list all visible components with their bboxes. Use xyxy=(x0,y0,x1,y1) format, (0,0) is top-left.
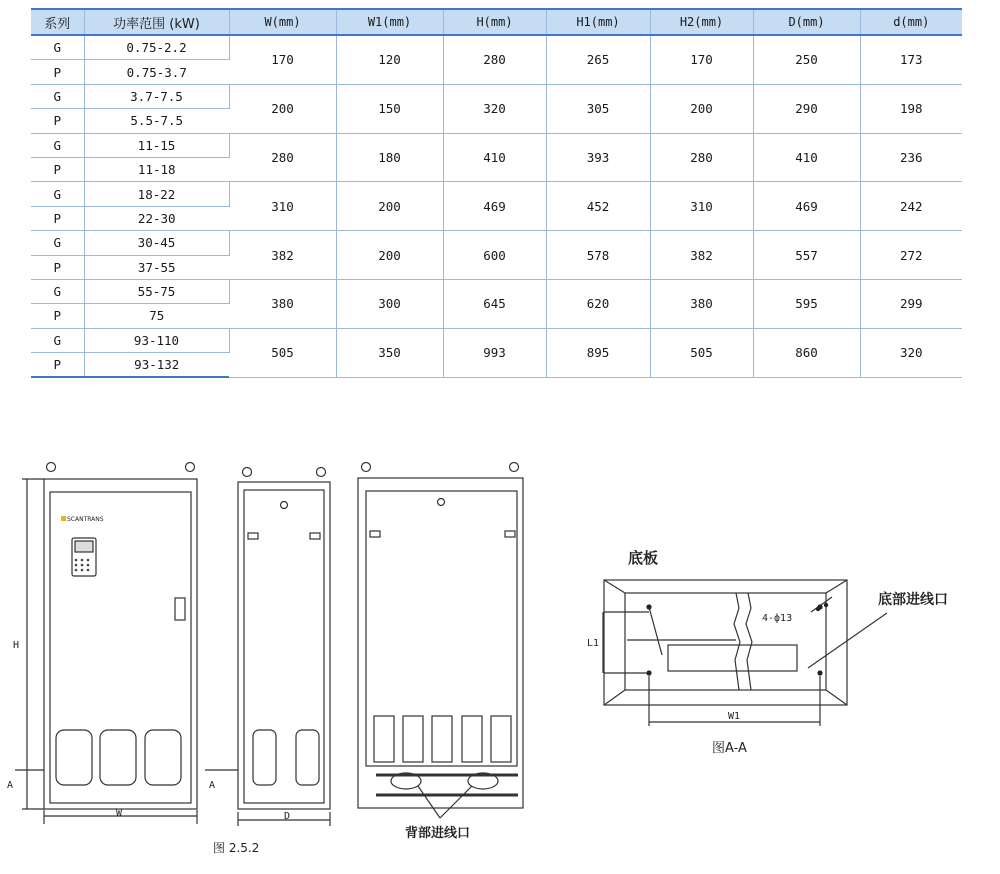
series-cell: P xyxy=(31,60,84,84)
col-header-w: W(mm) xyxy=(229,9,336,35)
dimension-cell: 645 xyxy=(443,279,546,328)
front-view xyxy=(15,463,197,825)
dimension-cell: 170 xyxy=(229,35,336,84)
dimension-cell: 300 xyxy=(336,279,443,328)
dimension-cell: 265 xyxy=(546,35,650,84)
hole-spec-label: 4-ф13 xyxy=(762,613,793,624)
dimension-cell: 200 xyxy=(336,182,443,231)
dimension-cell: 150 xyxy=(336,84,443,133)
col-header-h1: H1(mm) xyxy=(546,9,650,35)
dimension-cell: 280 xyxy=(443,35,546,84)
dimension-cell: 310 xyxy=(650,182,753,231)
col-header-d: D(mm) xyxy=(753,9,860,35)
dimension-cell: 505 xyxy=(229,328,336,377)
dim-label-d: D xyxy=(284,811,291,822)
dim-label-h: H xyxy=(13,640,20,651)
bottom-cable-opening xyxy=(668,645,797,671)
series-cell: G xyxy=(31,35,84,60)
series-cell: G xyxy=(31,231,84,255)
vent-grilles xyxy=(374,716,511,762)
rear-inlet-label: 背部进线口 xyxy=(405,826,471,841)
power-cell: 5.5-7.5 xyxy=(84,109,229,133)
dimension-cell: 280 xyxy=(650,133,753,182)
dimension-cell: 393 xyxy=(546,133,650,182)
series-cell: P xyxy=(31,304,84,328)
figure-caption: 图 2.5.2 xyxy=(213,841,260,855)
dimension-cell: 452 xyxy=(546,182,650,231)
col-header-power: 功率范围 (kW) xyxy=(84,9,229,35)
series-cell: G xyxy=(31,133,84,157)
dimension-cell: 557 xyxy=(753,231,860,280)
dimension-cell: 380 xyxy=(650,279,753,328)
dimension-cell: 198 xyxy=(860,84,962,133)
section-a-a xyxy=(603,580,887,726)
dim-label-w: W xyxy=(116,808,123,819)
section-marker-left: A xyxy=(7,780,14,791)
dimension-cell: 410 xyxy=(753,133,860,182)
dimension-cell: 620 xyxy=(546,279,650,328)
power-cell: 11-15 xyxy=(84,133,229,157)
series-cell: P xyxy=(31,206,84,230)
dimension-cell: 173 xyxy=(860,35,962,84)
dimension-cell: 310 xyxy=(229,182,336,231)
series-cell: G xyxy=(31,182,84,206)
power-cell: 3.7-7.5 xyxy=(84,84,229,108)
power-cell: 30-45 xyxy=(84,231,229,255)
dimension-cell: 600 xyxy=(443,231,546,280)
series-cell: P xyxy=(31,109,84,133)
dimension-cell: 290 xyxy=(753,84,860,133)
dimension-cell: 469 xyxy=(443,182,546,231)
col-header-w1: W1(mm) xyxy=(336,9,443,35)
series-cell: G xyxy=(31,84,84,108)
dimension-cell: 180 xyxy=(336,133,443,182)
series-cell: P xyxy=(31,353,84,378)
power-cell: 18-22 xyxy=(84,182,229,206)
dimension-cell: 595 xyxy=(753,279,860,328)
series-cell: G xyxy=(31,279,84,303)
power-cell: 93-132 xyxy=(84,353,229,378)
dimension-cell: 200 xyxy=(650,84,753,133)
dimension-cell: 382 xyxy=(229,231,336,280)
power-cell: 55-75 xyxy=(84,279,229,303)
dimension-cell: 382 xyxy=(650,231,753,280)
section-marker-right: A xyxy=(209,780,216,791)
dimension-cell: 236 xyxy=(860,133,962,182)
power-cell: 93-110 xyxy=(84,328,229,352)
dimension-cell: 280 xyxy=(229,133,336,182)
dimension-cell: 860 xyxy=(753,328,860,377)
base-plate-label: 底板 xyxy=(628,549,659,567)
dimension-cell: 250 xyxy=(753,35,860,84)
dimension-cell: 299 xyxy=(860,279,962,328)
dimension-cell: 350 xyxy=(336,328,443,377)
dimension-cell: 320 xyxy=(860,328,962,377)
dimension-cell: 410 xyxy=(443,133,546,182)
power-cell: 11-18 xyxy=(84,157,229,181)
dimension-cell: 170 xyxy=(650,35,753,84)
col-header-d-small: d(mm) xyxy=(860,9,962,35)
col-header-series: 系列 xyxy=(31,9,84,35)
dimension-cell: 993 xyxy=(443,328,546,377)
power-cell: 75 xyxy=(84,304,229,328)
dimension-cell: 469 xyxy=(753,182,860,231)
dimension-cell: 200 xyxy=(229,84,336,133)
dimension-cell: 895 xyxy=(546,328,650,377)
bottom-inlet-label: 底部进线口 xyxy=(878,592,948,608)
dim-label-l1: L1 xyxy=(587,638,600,649)
dimension-cell: 305 xyxy=(546,84,650,133)
dimension-cell: 120 xyxy=(336,35,443,84)
series-cell: P xyxy=(31,157,84,181)
power-cell: 0.75-2.2 xyxy=(84,35,229,60)
dimension-cell: 505 xyxy=(650,328,753,377)
power-cell: 22-30 xyxy=(84,206,229,230)
series-cell: P xyxy=(31,255,84,279)
power-cell: 0.75-3.7 xyxy=(84,60,229,84)
col-header-h2: H2(mm) xyxy=(650,9,753,35)
dimension-cell: 200 xyxy=(336,231,443,280)
section-caption: 图A-A xyxy=(712,741,747,756)
dimension-cell: 380 xyxy=(229,279,336,328)
rear-view xyxy=(358,463,523,819)
dimension-cell: 320 xyxy=(443,84,546,133)
dim-label-w1: W1 xyxy=(728,711,741,722)
power-cell: 37-55 xyxy=(84,255,229,279)
dimension-cell: 242 xyxy=(860,182,962,231)
series-cell: G xyxy=(31,328,84,352)
door-handle xyxy=(175,598,185,620)
dimension-cell: 578 xyxy=(546,231,650,280)
dimension-cell: 272 xyxy=(860,231,962,280)
col-header-h: H(mm) xyxy=(443,9,546,35)
side-view xyxy=(205,468,330,827)
brand-label: SCANTRANS xyxy=(67,516,104,523)
